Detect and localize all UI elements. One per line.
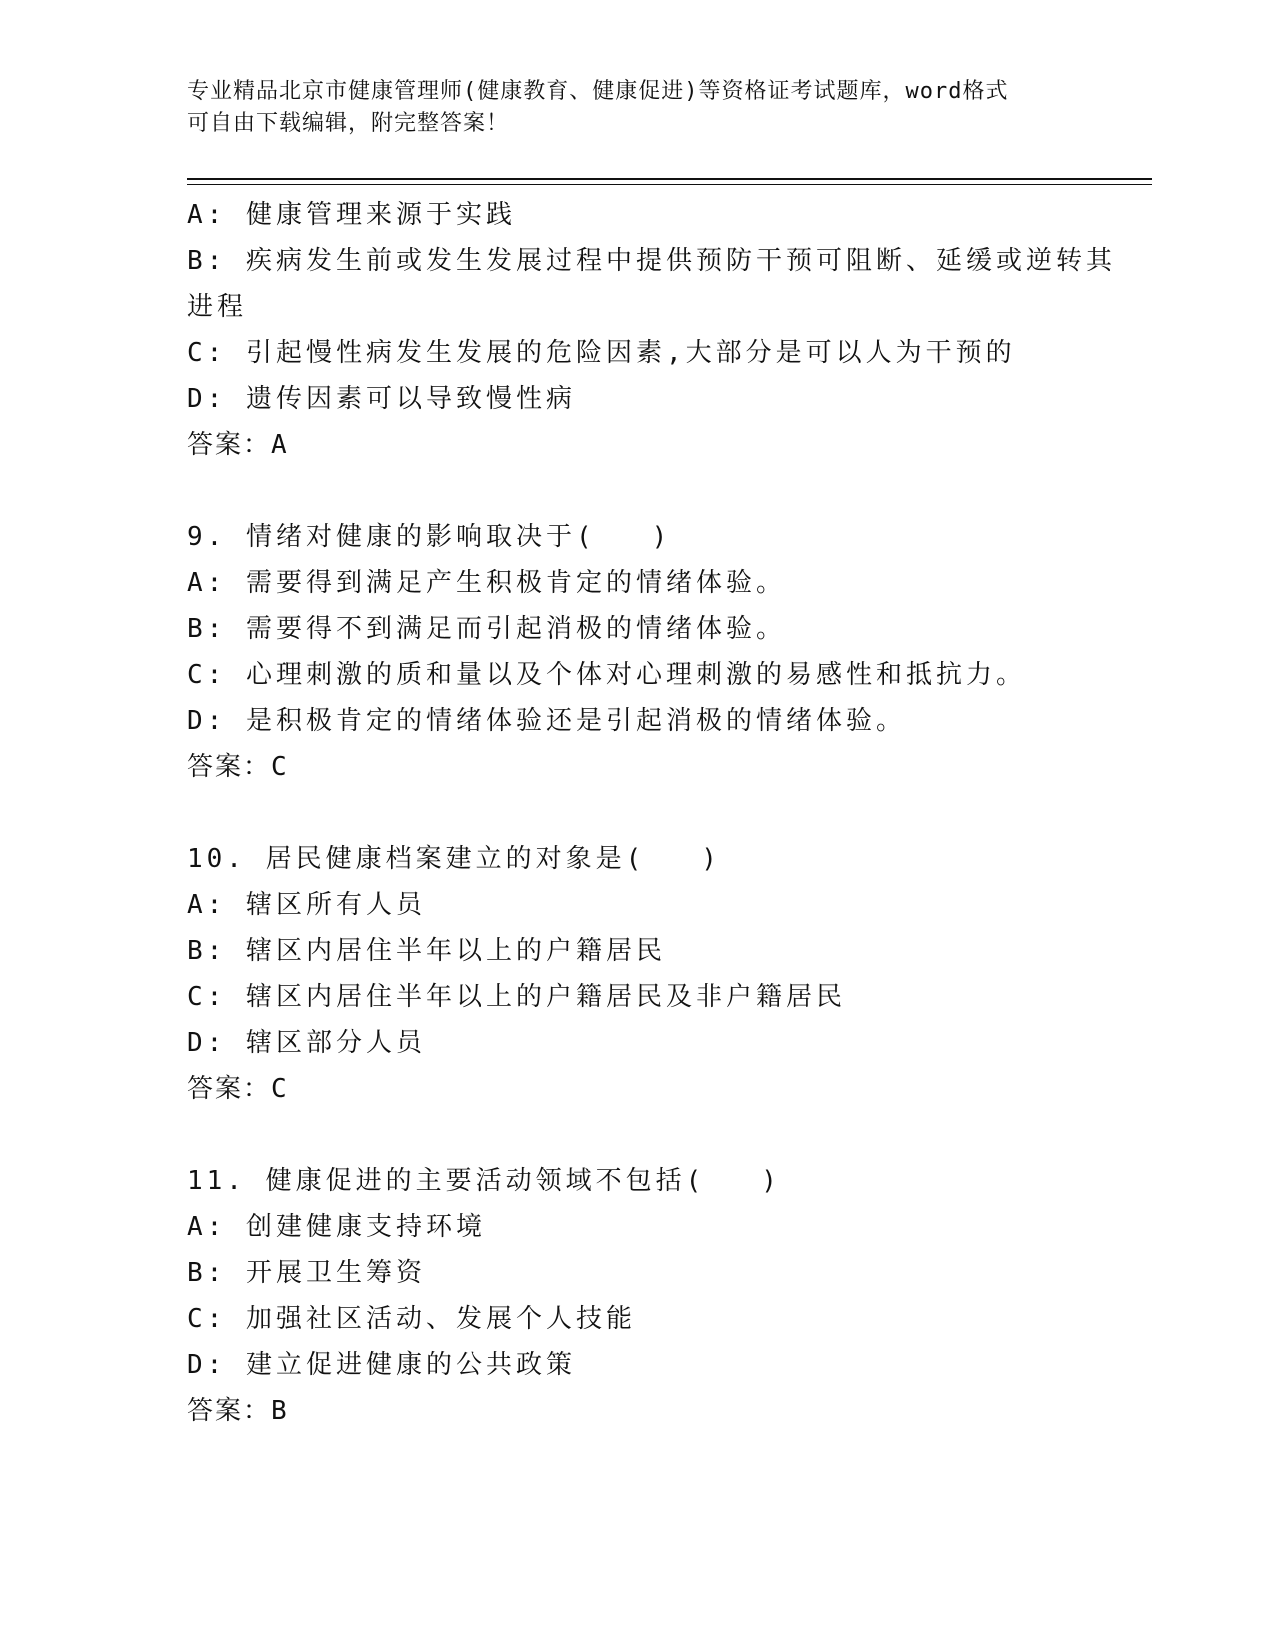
q8-option-d: D: 遗传因素可以导致慢性病 [187, 384, 576, 414]
q10-stem: 居民健康档案建立的对象是( [265, 844, 646, 874]
q10-answer [187, 1066, 1087, 1112]
q8-option-a: A: 健康管理来源于实践 [187, 200, 516, 230]
q9-answer [187, 744, 1087, 790]
q11-option-c: C: 加强社区活动、发展个人技能 [187, 1304, 636, 1334]
answer-label: 答案： [187, 1074, 272, 1104]
q11-stem: 健康促进的主要活动领域不包括( [265, 1166, 706, 1196]
q9-close: ) [651, 522, 672, 552]
q9-number: 9. [187, 522, 227, 552]
q11-close: ) [761, 1166, 781, 1196]
q9-option-b: B: 需要得不到满足而引起消极的情绪体验。 [187, 614, 786, 644]
answer-label: 答案： [187, 752, 272, 782]
q8-option-b-line-2: 进程 [187, 292, 248, 322]
q9-title [187, 514, 1087, 560]
q11-answer [187, 1388, 1087, 1434]
answer-value: A [271, 430, 289, 460]
spacer [187, 790, 1087, 836]
q9-option-d: D: 是积极肯定的情绪体验还是引起消极的情绪体验。 [187, 706, 906, 736]
q8-answer [187, 422, 1087, 468]
question-10-block [187, 836, 1087, 1112]
q11-option-a: A: 创建健康支持环境 [187, 1212, 486, 1242]
q9-stem: 情绪对健康的影响取决于( [245, 522, 596, 552]
q11-number: 11. [187, 1166, 246, 1196]
header-line-2: 可自由下载编辑，附完整答案！ [187, 111, 510, 136]
answer-value: C [271, 1074, 289, 1104]
q10-close: ) [701, 844, 721, 874]
q10-option-c: C: 辖区内居住半年以上的户籍居民及非户籍居民 [187, 982, 846, 1012]
q10-option-d: D: 辖区部分人员 [187, 1028, 426, 1058]
question-11-block [187, 1158, 1087, 1434]
q10-option-a: A: 辖区所有人员 [187, 890, 426, 920]
spacer [187, 1112, 1087, 1158]
q10-option-b: B: 辖区内居住半年以上的户籍居民 [187, 936, 666, 966]
answer-label: 答案： [187, 430, 272, 460]
q11-option-b: B: 开展卫生筹资 [187, 1258, 426, 1288]
q10-title [187, 836, 1087, 882]
q10-number: 10. [187, 844, 246, 874]
answer-value: C [271, 752, 289, 782]
document-header [187, 76, 1087, 140]
header-line-1: 专业精品北京市健康管理师(健康教育、健康促进)等资格证考试题库，word格式 [187, 79, 1009, 104]
question-9-block [187, 514, 1087, 790]
spacer [187, 468, 1087, 514]
q9-option-c: C: 心理刺激的质和量以及个体对心理刺激的易感性和抵抗力。 [187, 660, 1026, 690]
q11-title [187, 1158, 1087, 1204]
question-8-block [187, 192, 1116, 468]
header-rule-thick [187, 178, 1152, 180]
q11-option-d: D: 建立促进健康的公共政策 [187, 1350, 576, 1380]
question-content [187, 192, 1116, 1434]
q9-option-a: A: 需要得到满足产生积极肯定的情绪体验。 [187, 568, 786, 598]
q8-option-c: C: 引起慢性病发生发展的危险因素,大部分是可以人为干预的 [187, 338, 1016, 368]
header-rule-thin [187, 184, 1152, 185]
answer-label: 答案： [187, 1396, 272, 1426]
q8-option-b-line-1: B: 疾病发生前或发生发展过程中提供预防干预可阻断、延缓或逆转其 [187, 246, 1116, 276]
answer-value: B [271, 1396, 289, 1426]
